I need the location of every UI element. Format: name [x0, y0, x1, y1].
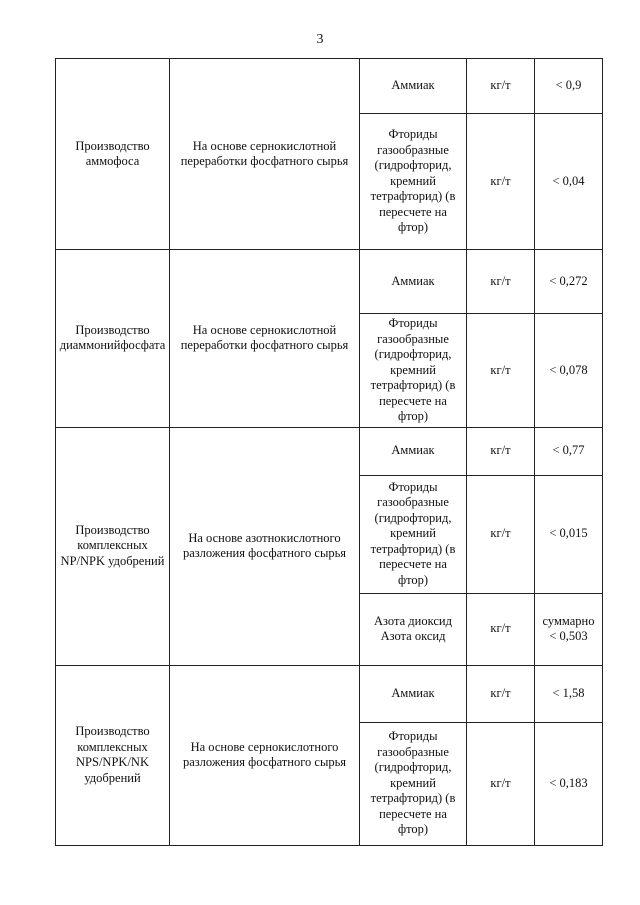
substance-cell: Фториды газообразные (гидрофторид, кремний тетрафторид) (в пересчете на фтор)	[360, 475, 467, 593]
table-row	[56, 665, 603, 722]
production-cell: Производство комплексных NP/NPK удобрений	[56, 427, 170, 665]
value-cell: < 0,272	[535, 250, 603, 314]
substance-cell: Фториды газообразные (гидрофторид, кремний тетрафторид) (в пересчете на фтор)	[360, 114, 467, 250]
unit-cell: кг/т	[467, 593, 535, 665]
unit-cell: кг/т	[467, 114, 535, 250]
substance-cell: Аммиак	[360, 250, 467, 314]
page-number: 3	[316, 32, 324, 47]
unit-cell: кг/т	[467, 475, 535, 593]
production-cell: Производство диаммонийфосфата	[56, 250, 170, 428]
emissions-table	[55, 58, 603, 846]
value-cell: < 0,183	[535, 722, 603, 845]
substance-cell: Фториды газообразные (гидрофторид, кремний тетрафторид) (в пересчете на фтор)	[360, 722, 467, 845]
production-cell: Производство комплексных NPS/NPK/NK удобрений	[56, 665, 170, 845]
value-cell: < 0,04	[535, 114, 603, 250]
unit-cell: кг/т	[467, 665, 535, 722]
value-cell: суммарно < 0,503	[535, 593, 603, 665]
value-cell: < 0,9	[535, 59, 603, 114]
substance-cell: Аммиак	[360, 59, 467, 114]
substance-cell: Фториды газообразные (гидрофторид, кремний тетрафторид) (в пересчете на фтор)	[360, 314, 467, 428]
technology-cell: На основе сернокислотного разложения фосфатного сырья	[170, 665, 360, 845]
substance-cell: Аммиак	[360, 665, 467, 722]
value-cell: < 0,078	[535, 314, 603, 428]
value-cell: < 1,58	[535, 665, 603, 722]
substance-cell: Азота диоксид Азота оксид	[360, 593, 467, 665]
technology-cell: На основе сернокислотной переработки фосфатного сырья	[170, 59, 360, 250]
technology-cell: На основе сернокислотной переработки фосфатного сырья	[170, 250, 360, 428]
unit-cell: кг/т	[467, 250, 535, 314]
table-row	[56, 250, 603, 314]
unit-cell: кг/т	[467, 59, 535, 114]
technology-cell: На основе азотнокислотного разложения фосфатного сырья	[170, 427, 360, 665]
table-row	[56, 427, 603, 475]
unit-cell: кг/т	[467, 427, 535, 475]
unit-cell: кг/т	[467, 314, 535, 428]
table-row	[56, 59, 603, 114]
substance-cell: Аммиак	[360, 427, 467, 475]
production-cell: Производство аммофоса	[56, 59, 170, 250]
value-cell: < 0,015	[535, 475, 603, 593]
unit-cell: кг/т	[467, 722, 535, 845]
value-cell: < 0,77	[535, 427, 603, 475]
